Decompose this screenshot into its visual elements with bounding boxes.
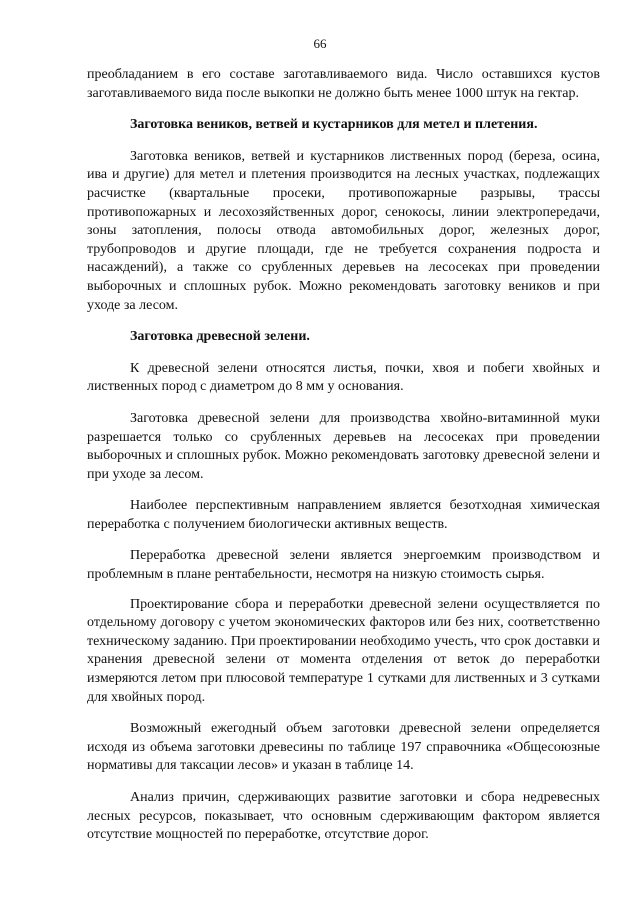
paragraph-processing-direction: Наиболее перспективным направлением является безотходная химическая переработка с получением биологически активных веществ. [87, 498, 600, 532]
paragraph-processing-cost: Переработка древесной зелени является энергоемким производством и проблемным в плане рентабельности, несмотря на низкую стоимость сырья. [87, 548, 600, 583]
spacer [87, 397, 600, 410]
spacer [87, 484, 600, 497]
section-heading-brooms: Заготовка веников, ветвей и кустарников для метел и плетения. [130, 117, 538, 133]
section-heading-greenery: Заготовка древесной зелени. [130, 329, 310, 345]
paragraph-greenery-definition: К древесной зелени относятся листья, почки, хвоя и побеги хвойных и лиственных пород с диаметром до 8 мм у основания. [87, 360, 600, 395]
page-number: 66 [313, 36, 327, 51]
spacer [87, 585, 600, 596]
spacer [87, 534, 600, 547]
paragraph-design: Проектирование сбора и переработки древесной зелени осуществляется по отдельному договору с учетом экономических факторов или без них, соответственно техническому заданию. При проектировании необходимо учесть, что срок доставки и хранения древесной зелени от момента отделения от веток до переработки измеряются летом при плюсовой температуре 1 сутками для лиственных и 3 сутками для хвойных пород. [87, 596, 600, 705]
spacer [87, 315, 600, 328]
paragraph-greenery-harvest: Заготовка древесной зелени для производства хвойно-витаминной муки разрешается только со срубленных деревьев на лесосеках при проведении выборочных и сплошных рубок. Можно рекомендовать заготовку древесной зелени и при уходе за лесом. [87, 410, 600, 482]
document-body [87, 66, 600, 845]
spacer [87, 103, 600, 116]
paragraph-continuation: преобладанием в его составе заготавливаемого вида. Число оставшихся кустов заготавливаемого вида после выкопки не должно быть менее 1000 штук на гектар. [87, 67, 600, 101]
paragraph-analysis: Анализ причин, сдерживающих развитие заготовки и сбора недревесных лесных ресурсов, показывает, что основным сдерживающим фактором является отсутствие мощностей по переработке, отсутствие дорог. [87, 790, 600, 843]
paragraph-brooms: Заготовка веников, ветвей и кустарников лиственных пород (береза, осина, ива и другие) для метел и плетения производится на лесных участках, подлежащих расчистке (квартальные просеки, противопожарные разрывы, трассы противопожарных и лесохозяйственных дорог, сенокосы, линии электропередачи, зоны затопления, полосы отвода автомобильных дорог, железных дорог, трубопроводов и другие площади, где не требуется сохранения подроста и насаждений), а также со срубленных деревьев на лесосеках при проведении выборочных и сплошных рубок. Можно рекомендовать заготовку веников и при уходе за лесом. [87, 148, 600, 313]
spacer [87, 135, 600, 148]
spacer [87, 776, 600, 789]
spacer [87, 347, 600, 360]
paragraph-annual-volume: Возможный ежегодный объем заготовки древесной зелени определяется исходя из объема заготовки древесины по таблице 197 справочника «Общесоюзные нормативы для таксации лесов» и указан в таблице 14. [87, 721, 600, 774]
spacer [87, 707, 600, 720]
